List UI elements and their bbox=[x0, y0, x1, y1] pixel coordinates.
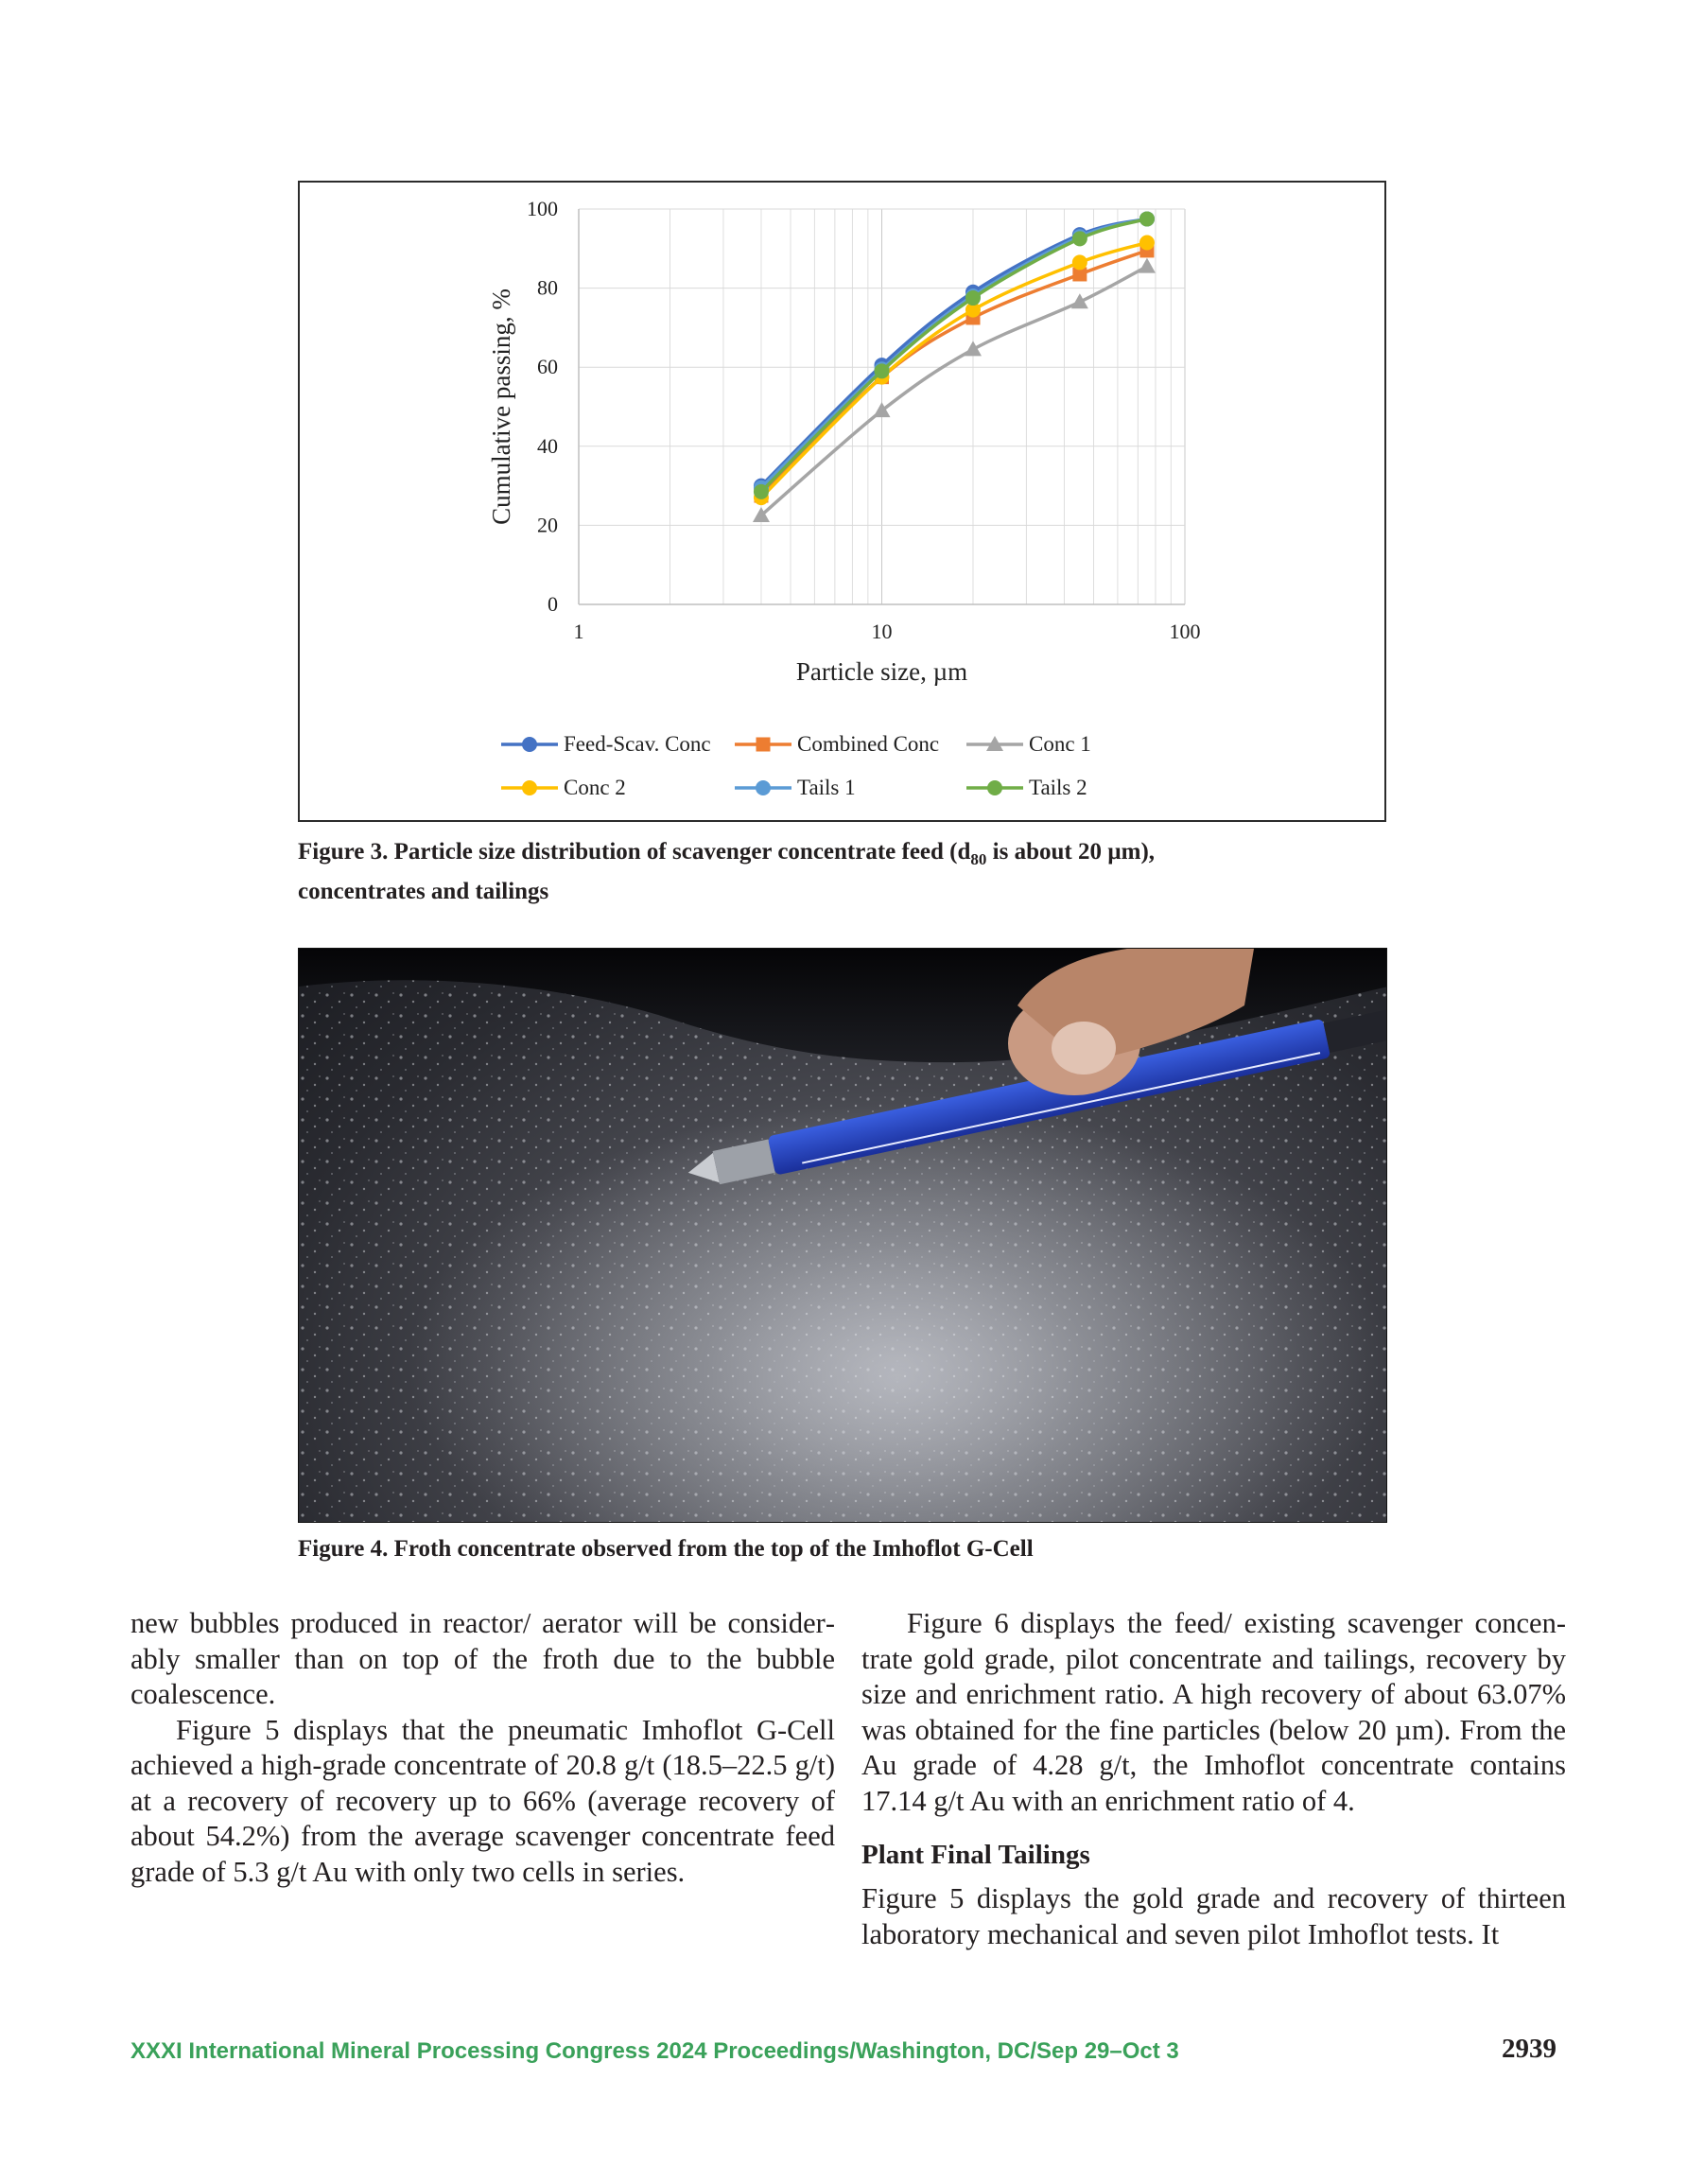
legend-label-5: Tails 2 bbox=[1029, 776, 1087, 799]
series-5-point bbox=[875, 363, 890, 378]
right-text-column bbox=[861, 1606, 1566, 1952]
legend-marker-1 bbox=[757, 738, 771, 752]
y-tick-label: 40 bbox=[537, 433, 558, 458]
x-axis-title: Particle size, µm bbox=[795, 657, 968, 686]
y-tick-label: 80 bbox=[537, 275, 558, 300]
series-3-point bbox=[1139, 236, 1155, 251]
series-5-point bbox=[1072, 231, 1087, 246]
legend-marker-4 bbox=[756, 780, 771, 795]
figure-3-caption bbox=[298, 836, 1155, 908]
footer-proceedings-title: XXXI International Mineral Processing Congress 2024 Proceedings/Washington, DC/Sep 29–Oct 3 bbox=[130, 2038, 1179, 2064]
figure-3-chart-frame bbox=[298, 181, 1386, 822]
series-2-point bbox=[965, 341, 982, 356]
series-line-3 bbox=[761, 243, 1147, 498]
left-paragraph-2: Figure 5 displays that the pneumatic Imhoflot G-Cell achieved a high-grade concentrate of 20.8 g/t (18.5–22.5 g/t) at a recovery of recovery up to 66% (average recovery of about 54.2%) from the average scavenger concentrate feed grade of 5.3 g/t Au with only two cells in series. bbox=[130, 1713, 835, 1888]
y-tick-label: 60 bbox=[537, 355, 558, 379]
right-paragraph-1: Figure 6 displays the feed/ existing scavenger concentrate gold grade, pilot concentrate and tailings, recovery by size and enrichment ratio. A high recovery of about 63.07% was obtained for the fine particles (below 20 µm). From the Au grade of 4.28 g/t, the Imhoflot concentrate contains 17.14 g/t Au with an enrichment ratio of 4. bbox=[861, 1607, 1566, 1817]
series-line-1 bbox=[761, 251, 1147, 496]
legend-label-0: Feed-Scav. Conc bbox=[564, 732, 711, 756]
figure-3-caption-line1-end: is about 20 µm), bbox=[986, 839, 1156, 865]
legend-marker-3 bbox=[522, 780, 537, 795]
y-tick-label: 0 bbox=[548, 592, 558, 616]
legend-label-3: Conc 2 bbox=[564, 776, 626, 799]
legend-label-1: Combined Conc bbox=[797, 732, 940, 756]
x-tick-label: 1 bbox=[573, 620, 584, 643]
series-5-point bbox=[1139, 211, 1155, 226]
figure-4-caption: Figure 4. Froth concentrate observed from the top of the Imhoflot G-Cell bbox=[298, 1536, 1034, 1562]
figure-3-caption-line2: concentrates and tailings bbox=[298, 879, 549, 904]
froth-photo-illustration bbox=[299, 949, 1387, 1523]
legend-marker-0 bbox=[522, 737, 537, 752]
y-axis-title: Cumulative passing, % bbox=[487, 288, 515, 525]
particle-size-chart bbox=[300, 183, 1384, 820]
legend-marker-5 bbox=[987, 780, 1002, 795]
page-number: 2939 bbox=[1502, 2034, 1557, 2064]
series-2-point bbox=[1139, 258, 1156, 273]
series-2-point bbox=[1071, 293, 1088, 308]
x-tick-label: 100 bbox=[1169, 620, 1201, 643]
legend-label-2: Conc 1 bbox=[1029, 732, 1091, 756]
right-paragraph-2: Figure 5 displays the gold grade and recovery of thirteen laboratory mechanical and seven pilot Imhoflot tests. It bbox=[861, 1882, 1566, 1950]
section-heading-plant-final-tailings: Plant Final Tailings bbox=[861, 1840, 1090, 1870]
y-tick-label: 100 bbox=[527, 197, 558, 220]
left-text-column bbox=[130, 1606, 835, 1890]
froth-concentrate-photo bbox=[298, 948, 1387, 1523]
series-5-point bbox=[965, 290, 981, 306]
y-tick-label: 20 bbox=[537, 513, 558, 537]
x-tick-label: 10 bbox=[871, 620, 893, 643]
figure-3-caption-subscript: 80 bbox=[970, 850, 987, 868]
figure-3-caption-line1: Figure 3. Particle size distribution of scavenger concentrate feed (d bbox=[298, 839, 971, 865]
series-3-point bbox=[1072, 254, 1087, 270]
left-paragraph-1: new bubbles produced in reactor/ aerator will be considerably smaller than on top of the froth due to the bubble coalescence. bbox=[130, 1607, 835, 1710]
series-5-point bbox=[754, 484, 769, 499]
legend-label-4: Tails 1 bbox=[797, 776, 856, 799]
